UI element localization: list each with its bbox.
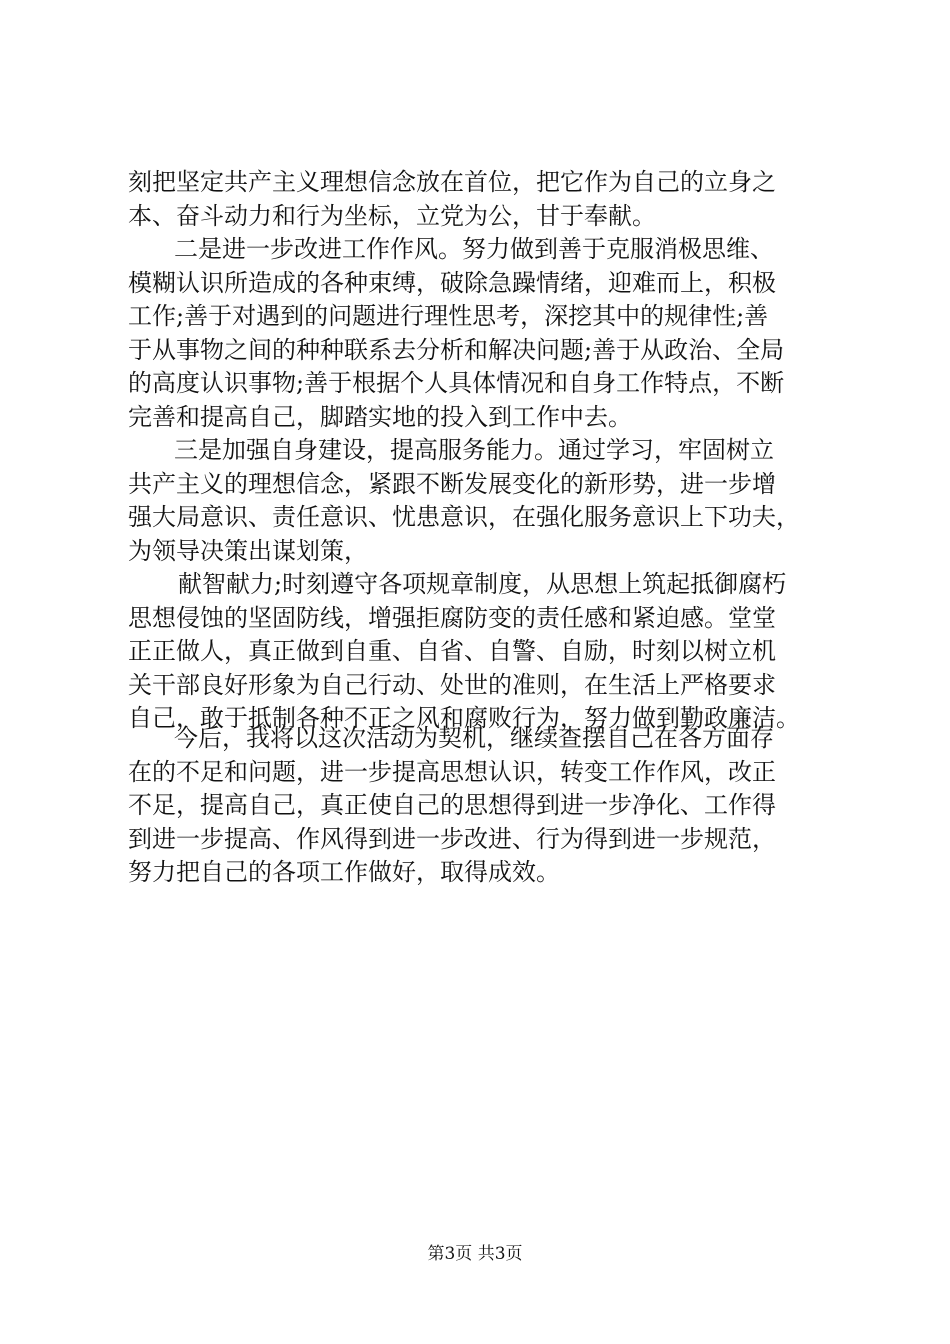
text-line: 不足，提高自己，真正使自己的思想得到进一步净化、工作得 xyxy=(128,791,776,819)
text-line: 为领导决策出谋划策， xyxy=(128,536,368,565)
text-line: 今后，我将以这次活动为契机，继续查摆自己在各方面存 xyxy=(174,724,774,752)
text-line: 献智献力;时刻遵守各项规章制度，从思想上筑起抵御腐朽 xyxy=(178,570,787,598)
text-line: 完善和提高自己，脚踏实地的投入到工作中去。 xyxy=(128,402,632,431)
text-line: 于从事物之间的种种联系去分析和解决问题;善于从政治、全局 xyxy=(128,335,785,364)
text-line: 模糊认识所造成的各种束缚，破除急躁情绪，迎难而上，积极 xyxy=(128,268,776,297)
text-line: 思想侵蚀的坚固防线，增强拒腐防变的责任感和紧迫感。堂堂 xyxy=(128,603,776,632)
text-line: 三是加强自身建设，提高服务能力。通过学习，牢固树立 xyxy=(174,436,774,464)
text-line: 强大局意识、责任意识、忧患意识，在强化服务意识上下功夫， xyxy=(128,503,800,531)
text-line: 到进一步提高、作风得到进一步改进、行为得到进一步规范， xyxy=(128,824,776,853)
text-line: 努力把自己的各项工作做好，取得成效。 xyxy=(128,858,560,886)
text-line: 在的不足和问题，进一步提高思想认识，转变工作作风，改正 xyxy=(128,757,776,786)
text-line: 二是进一步改进工作作风。努力做到善于克服消极思维、 xyxy=(174,235,774,263)
text-line: 正正做人，真正做到自重、自省、自警、自励，时刻以树立机 xyxy=(128,637,776,665)
page-footer: 第3页 共3页 xyxy=(427,1244,523,1264)
text-line: 的高度认识事物;善于根据个人具体情况和自身工作特点，不断 xyxy=(128,369,785,397)
text-line: 自己，敢于抵制各种不正之风和腐败行为，努力做到勤政廉洁。 xyxy=(128,704,800,732)
text-line: 本、奋斗动力和行为坐标，立党为公，甘于奉献。 xyxy=(128,201,656,230)
text-line: 关干部良好形象为自己行动、处世的准则，在生活上严格要求 xyxy=(128,670,776,699)
text-line: 共产主义的理想信念，紧跟不断发展变化的新形势，进一步增 xyxy=(128,469,776,498)
text-line: 工作;善于对遇到的问题进行理性思考，深挖其中的规律性;善 xyxy=(128,302,769,330)
text-line: 刻把坚定共产主义理想信念放在首位，把它作为自己的立身之 xyxy=(128,168,776,196)
paragraph-block-2 xyxy=(128,722,848,890)
paragraph-block-1 xyxy=(128,166,848,736)
